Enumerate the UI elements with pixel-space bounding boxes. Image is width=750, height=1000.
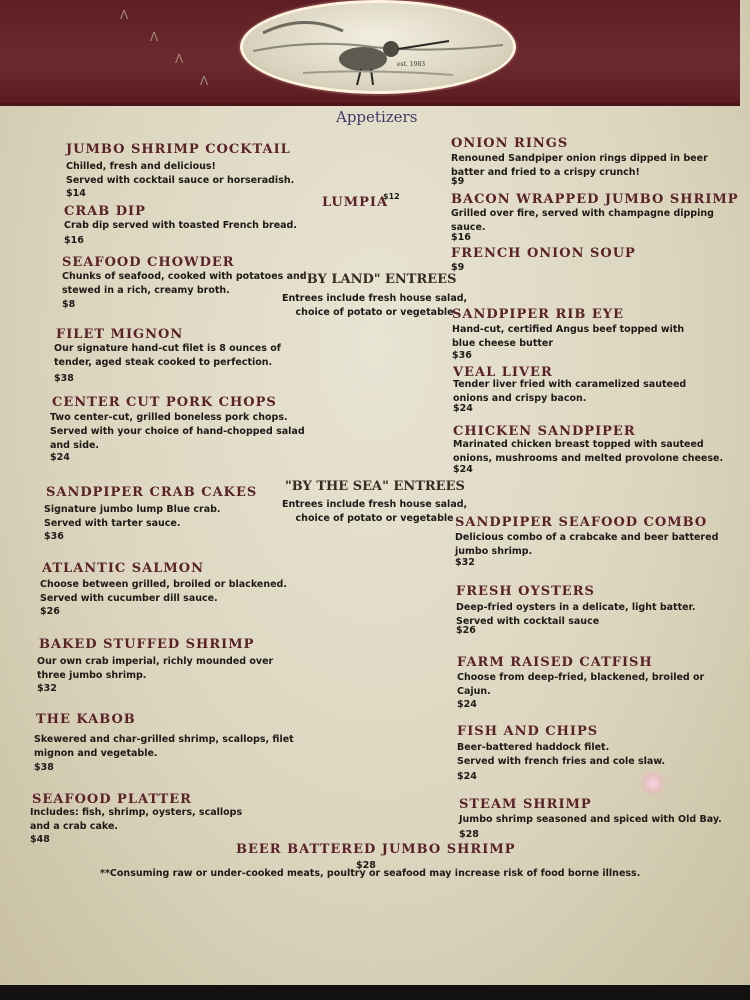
menu-item-price: $38	[54, 373, 74, 384]
light-glare	[640, 770, 666, 796]
menu-item-title: SANDPIPER CRAB CAKES	[46, 485, 258, 500]
menu-item-desc: Choose from deep-fried, blackened, broiled or Cajun.	[457, 672, 705, 697]
menu-item-price: $9	[451, 262, 465, 273]
menu-item-title: FRESH OYSTERS	[456, 584, 595, 599]
menu-item-price: $32	[37, 683, 57, 694]
health-warning-footnote: **Consuming raw or under-cooked meats, poultry or seafood may increase risk of food borne illness.	[100, 868, 641, 879]
menu-item-title: SEAFOOD CHOWDER	[62, 255, 235, 270]
menu-item-desc: Renouned Sandpiper onion rings dipped in beer batter and fried to a crispy crunch!	[451, 153, 708, 178]
menu-item-title: JUMBO SHRIMP COCKTAIL	[66, 142, 291, 157]
menu-item-title: FILET MIGNON	[56, 327, 184, 342]
menu-item-price: $9	[451, 176, 465, 187]
menu-item-desc: Chilled, fresh and delicious! Served with cocktail sauce or horseradish.	[66, 161, 295, 186]
menu-item-desc: Delicious combo of a crabcake and beer battered jumbo shrimp.	[455, 532, 719, 557]
logo-est-text: est. 1983	[397, 61, 426, 68]
menu-item-title: ATLANTIC SALMON	[42, 561, 204, 576]
by-sea-note: Entrees include fresh house salad, choice of potato or vegetable	[282, 499, 468, 524]
menu-item-price: $36	[452, 350, 472, 361]
menu-item-title: ONION RINGS	[451, 136, 569, 151]
bird-track-icon: ᐱ	[175, 52, 184, 66]
menu-item-desc: Two center-cut, grilled boneless pork chops. Served with your choice of hand-chopped salad and side.	[50, 412, 305, 451]
menu-item-desc: Signature jumbo lump Blue crab. Served with tarter sauce.	[44, 504, 221, 529]
menu-item-desc: Our signature hand-cut filet is 8 ounces of tender, aged steak cooked to perfection.	[54, 343, 281, 368]
menu-item-desc: Skewered and char-grilled shrimp, scallops, filet mignon and vegetable.	[34, 734, 294, 759]
menu-item-price: $26	[40, 606, 60, 617]
menu-item-desc: Deep-fried oysters in a delicate, light batter. Served with cocktail sauce	[456, 602, 696, 627]
menu-item-title: FISH AND CHIPS	[457, 724, 599, 739]
menu-item-price: $36	[44, 531, 64, 542]
menu-item-price: $24	[457, 699, 477, 710]
menu-item-title: CRAB DIP	[64, 204, 146, 219]
menu-item-desc: Hand-cut, certified Angus beef topped with blue cheese butter	[452, 324, 685, 349]
menu-item-price: $24	[50, 452, 70, 463]
menu-item-desc: Grilled over fire, served with champagne dipping sauce.	[451, 208, 714, 233]
menu-item-desc: Crab dip served with toasted French bread.	[64, 220, 297, 231]
appetizers-heading: Appetizers	[336, 108, 418, 126]
menu-item-price: $28	[459, 829, 479, 840]
menu-item-desc: Tender liver fried with caramelized sauteed onions and crispy bacon.	[453, 379, 687, 404]
menu-item-title: SANDPIPER RIB EYE	[452, 307, 624, 322]
table-edge	[0, 985, 750, 1000]
sandpiper-bird-icon	[243, 3, 513, 91]
header-banner	[0, 0, 740, 106]
menu-item-price: $16	[64, 235, 84, 246]
menu-item-title: SANDPIPER SEAFOOD COMBO	[455, 515, 708, 530]
menu-item-title: STEAM SHRIMP	[459, 797, 592, 812]
menu-item-desc: Chunks of seafood, cooked with potatoes and stewed in a rich, creamy broth.	[62, 271, 307, 296]
by-land-note: Entrees include fresh house salad, choice of potato or vegetable	[282, 293, 468, 318]
menu-item-price: $26	[456, 625, 476, 636]
menu-item-desc: Our own crab imperial, richly mounded over three jumbo shrimp.	[37, 656, 274, 681]
menu-item-desc: Marinated chicken breast topped with sauteed onions, mushrooms and melted provolone cheese.	[453, 439, 724, 464]
by-land-heading: "BY LAND" ENTREES	[300, 272, 457, 287]
sandpiper-logo	[240, 0, 516, 94]
menu-item-price: $8	[62, 299, 76, 310]
menu-item-title: CHICKEN SANDPIPER	[453, 424, 636, 439]
menu-item-price: $24	[453, 464, 473, 475]
menu-item-title: VEAL LIVER	[453, 365, 553, 380]
menu-item-price: $16	[451, 232, 471, 243]
menu-item-desc: Includes: fish, shrimp, oysters, scallops and a crab cake.	[30, 807, 243, 832]
menu-item-title: BEER BATTERED JUMBO SHRIMP	[236, 842, 516, 857]
bird-track-icon: ᐱ	[150, 30, 159, 44]
menu-item-price: $32	[455, 557, 475, 568]
menu-item-price: $48	[30, 834, 50, 845]
menu-item-desc: Jumbo shrimp seasoned and spiced with Old Bay.	[459, 814, 722, 825]
menu-item-title: BACON WRAPPED JUMBO SHRIMP	[451, 192, 739, 207]
menu-item-title: SEAFOOD PLATTER	[32, 792, 192, 807]
menu-item-price: $28	[356, 860, 376, 871]
by-sea-heading: "BY THE SEA" ENTREES	[285, 479, 465, 494]
menu-item-price: $14	[66, 188, 86, 199]
menu-item-title: BAKED STUFFED SHRIMP	[39, 637, 255, 652]
bird-track-icon: ᐱ	[200, 74, 209, 88]
menu-item-desc: Choose between grilled, broiled or blackened. Served with cucumber dill sauce.	[40, 579, 287, 604]
menu-item-title: LUMPIA	[322, 195, 389, 210]
menu-item-title: FRENCH ONION SOUP	[451, 246, 636, 261]
bird-track-icon: ᐱ	[120, 8, 129, 22]
menu-item-price: $12	[383, 192, 400, 201]
menu-item-price: $38	[34, 762, 54, 773]
menu-item-title: THE KABOB	[36, 712, 136, 727]
menu-item-title: FARM RAISED CATFISH	[457, 655, 653, 670]
menu-item-price: $24	[457, 771, 477, 782]
menu-item-title: CENTER CUT PORK CHOPS	[52, 395, 277, 410]
menu-item-price: $24	[453, 403, 473, 414]
menu-item-desc: Beer-battered haddock filet. Served with french fries and cole slaw.	[457, 742, 666, 767]
